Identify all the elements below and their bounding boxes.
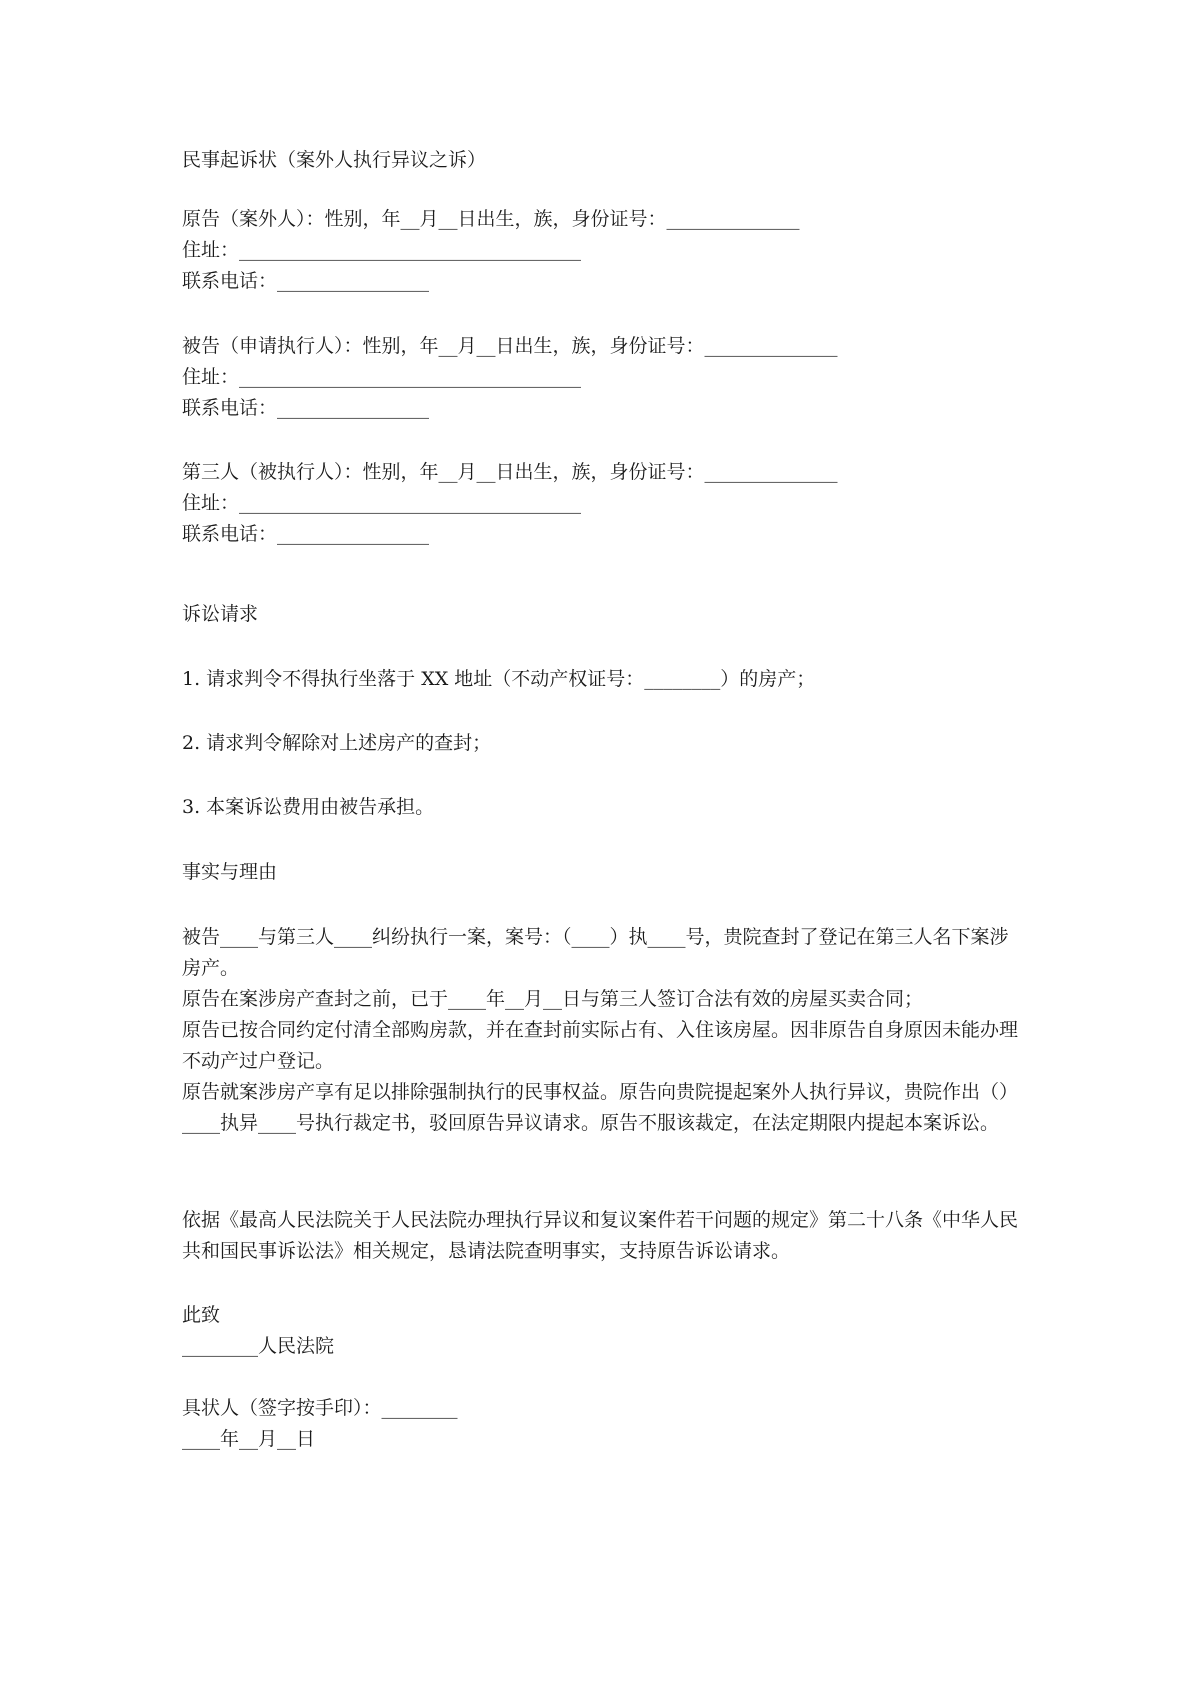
closing-section	[182, 1300, 334, 1362]
claims-heading: 诉讼请求	[182, 603, 259, 625]
facts-paragraph-3: 原告已按合同约定付清全部购房款，并在查封前实际占有、入住该房屋。因非原告自身原因未能办理不动产过户登记。	[182, 1019, 1019, 1072]
defendant-phone: 联系电话：________________	[182, 397, 430, 419]
signature-section	[182, 1393, 458, 1455]
document-title: 民事起诉状（案外人执行异议之诉）	[182, 149, 487, 171]
salutation: 此致	[182, 1304, 221, 1326]
claim-item-1: 1. 请求判令不得执行坐落于 XX 地址（不动产权证号：________）的房产；	[182, 668, 816, 690]
facts-paragraph-1: 被告____与第三人____纠纷执行一案，案号：（____）执____号，贵院查封了登记在第三人名下案涉房产。	[182, 926, 1009, 979]
facts-body	[182, 922, 1022, 1139]
plaintiff-section	[182, 204, 800, 297]
plaintiff-address: 住址：____________________________________	[182, 239, 582, 261]
facts-heading: 事实与理由	[182, 861, 278, 883]
defendant-address: 住址：____________________________________	[182, 366, 582, 388]
third-party-address: 住址：____________________________________	[182, 492, 582, 514]
plaintiff-phone: 联系电话：________________	[182, 270, 430, 292]
third-party-phone: 联系电话：________________	[182, 523, 430, 545]
third-party-section	[182, 457, 838, 550]
signature-line: 具状人（签字按手印）：________	[182, 1397, 458, 1419]
defendant-info-line: 被告（申请执行人）：性别，年__月__日出生，族，身份证号：______________	[182, 335, 838, 357]
defendant-section	[182, 331, 838, 424]
plaintiff-info-line: 原告（案外人）：性别，年__月__日出生，族，身份证号：______________	[182, 208, 800, 230]
facts-paragraph-2: 原告在案涉房产查封之前，已于____年__月__日与第三人签订合法有效的房屋买卖合同；	[182, 988, 924, 1010]
facts-paragraph-4: 原告就案涉房产享有足以排除强制执行的民事权益。原告向贵院提起案外人执行异议，贵院作出（）____执异____号执行裁定书，驳回原告异议请求。原告不服该裁定，在法定期限内提起本案诉讼。	[182, 1081, 1019, 1134]
claim-item-3: 3. 本案诉讼费用由被告承担。	[182, 796, 435, 818]
court-name: ________人民法院	[182, 1335, 335, 1357]
legal-basis-paragraph: 依据《最高人民法院关于人民法院办理执行异议和复议案件若干问题的规定》第二十八条《中华人民共和国民事诉讼法》相关规定，恳请法院查明事实，支持原告诉讼请求。	[182, 1209, 1019, 1262]
third-party-info-line: 第三人（被执行人）：性别，年__月__日出生，族，身份证号：______________	[182, 461, 838, 483]
claim-item-2: 2. 请求判令解除对上述房产的查封；	[182, 732, 492, 754]
signature-date: ____年__月__日	[182, 1428, 316, 1450]
